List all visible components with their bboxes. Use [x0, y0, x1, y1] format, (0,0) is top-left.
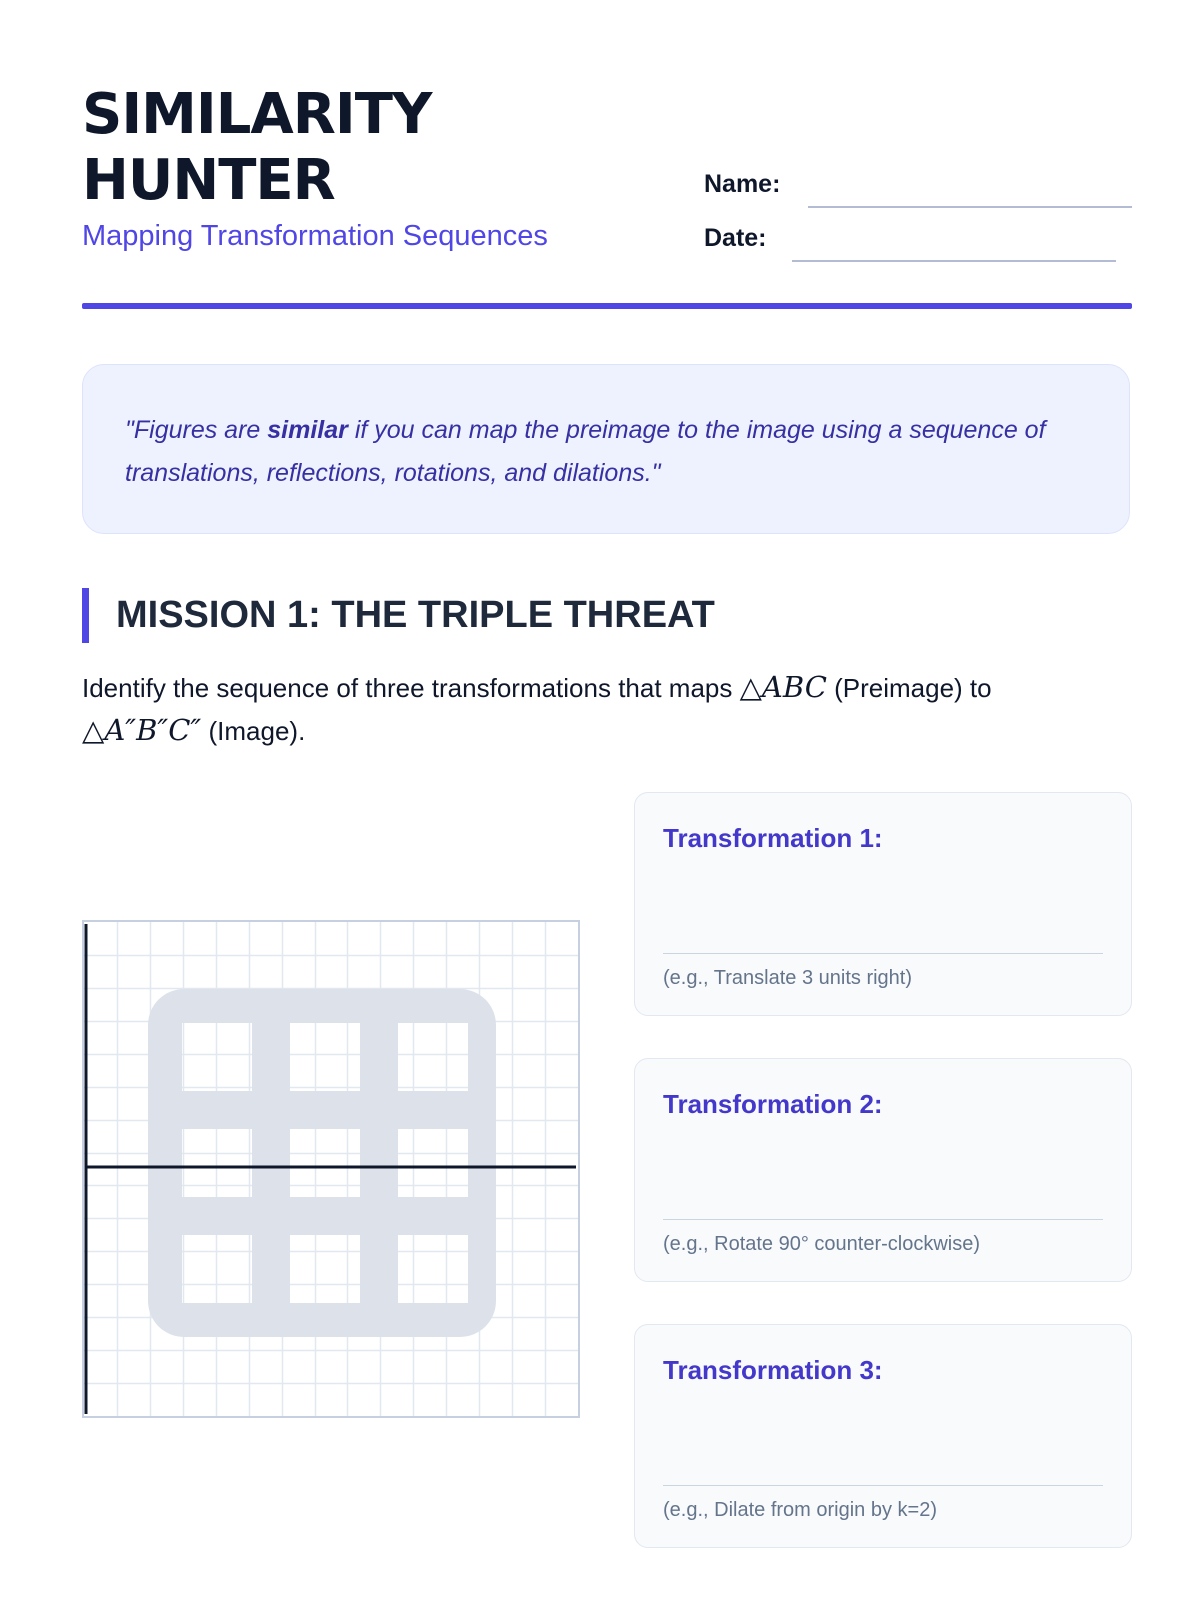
definition-quote: [125, 409, 1087, 495]
date-field-line[interactable]: [792, 260, 1116, 262]
triangle-symbol: △: [739, 670, 762, 704]
transformation-2-hint: (e.g., Rotate 90° counter-clockwise): [663, 1233, 981, 1255]
worksheet-subtitle: Mapping Transformation Sequences: [82, 220, 548, 252]
transformation-card-3: [634, 1324, 1132, 1548]
quote-part-1: "Figures are: [125, 416, 268, 444]
header-divider: [82, 303, 1132, 309]
quote-part-2: if you can map the preimage to the image using a sequence of translations, reflections, rotations, and dilations.": [125, 416, 1046, 487]
definition-quote-box: [82, 364, 1130, 534]
instructions-text-2: (Preimage) to: [826, 673, 992, 703]
mission-accent-bar: [82, 588, 89, 643]
image-math: [82, 713, 201, 747]
transformation-1-answer-line[interactable]: [663, 953, 1103, 954]
name-field-line[interactable]: [808, 206, 1132, 208]
transformation-card-2: [634, 1058, 1132, 1282]
instructions-text-1: Identify the sequence of three transformations that maps: [82, 673, 740, 703]
title-line-2: HUNTER: [82, 148, 335, 213]
transformation-2-label: Transformation 2:: [663, 1089, 883, 1119]
mission-title: MISSION 1: THE TRIPLE THREAT: [116, 594, 715, 636]
coordinate-grid: [82, 920, 580, 1418]
transformation-3-label: Transformation 3:: [663, 1355, 883, 1385]
date-label: Date:: [704, 224, 767, 252]
transformation-1-label: Transformation 1:: [663, 823, 883, 853]
transformation-3-answer-line[interactable]: [663, 1485, 1103, 1486]
worksheet-page: [82, 0, 1132, 1600]
quote-emphasis: similar: [267, 416, 348, 444]
transformation-3-hint: (e.g., Dilate from origin by k=2): [663, 1499, 937, 1521]
mission-instructions: [82, 666, 1132, 752]
transformation-2-answer-line[interactable]: [663, 1219, 1103, 1220]
preimage-label: ABC: [761, 670, 827, 704]
image-label: A″B″C″: [104, 713, 202, 747]
name-label: Name:: [704, 170, 781, 198]
triangle-symbol: △: [82, 713, 105, 747]
worksheet-title: [82, 82, 431, 214]
title-line-1: SIMILARITY: [82, 82, 432, 147]
coordinate-grid-svg: [84, 922, 578, 1416]
transformation-card-1: [634, 792, 1132, 1016]
instructions-text-3: (Image).: [201, 716, 306, 746]
preimage-math: [740, 670, 827, 704]
transformation-1-hint: (e.g., Translate 3 units right): [663, 967, 913, 989]
